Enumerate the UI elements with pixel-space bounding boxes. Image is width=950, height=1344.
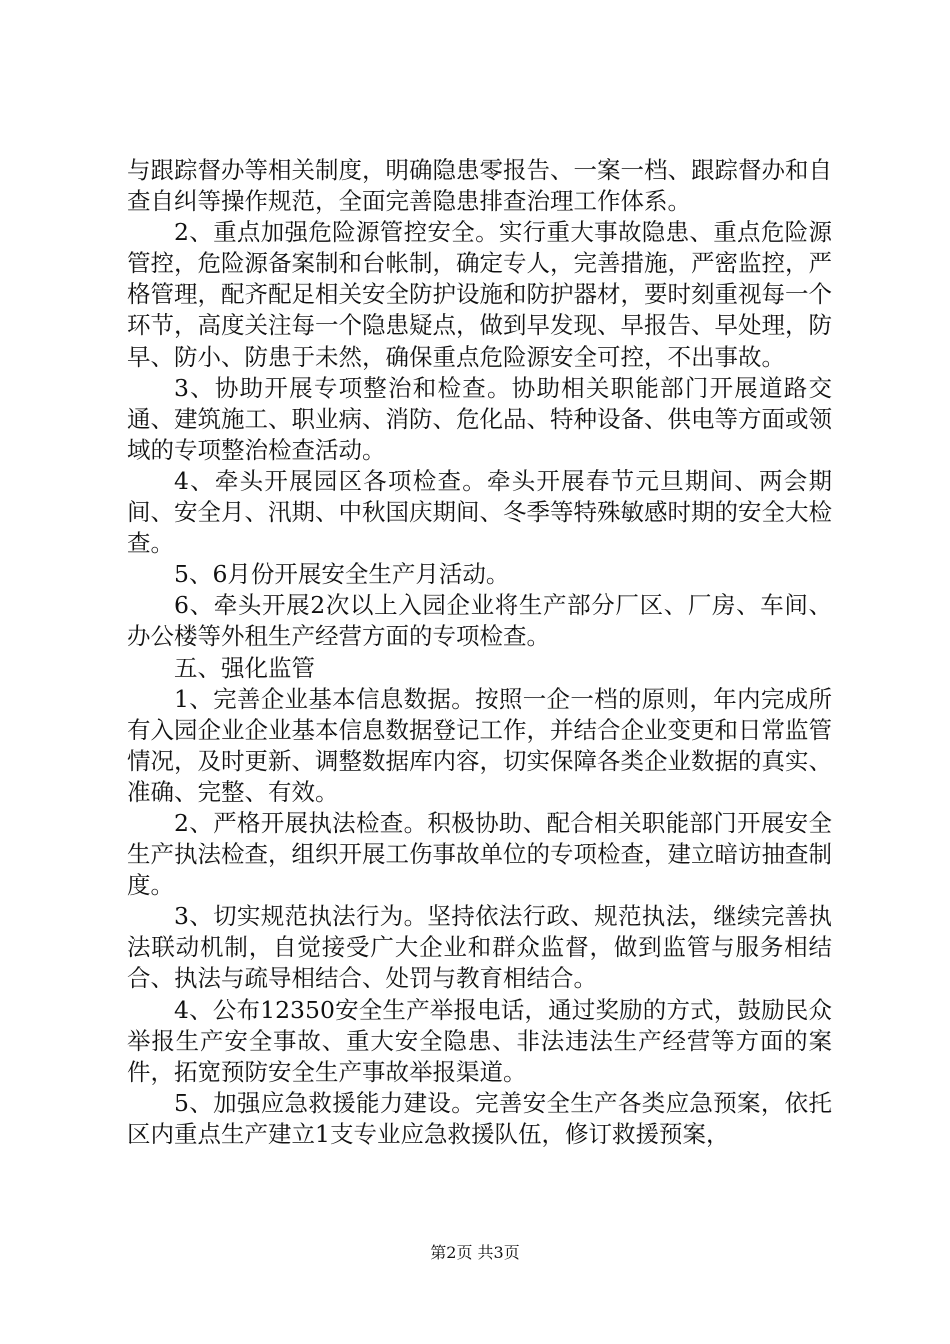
paragraph: 5、6月份开展安全生产月活动。 [174,560,510,589]
paragraph: 1、完善企业基本信息数据。按照一企一档的原则，年内完成所有入园企业企业基本信息数据登记工作，并结合企业变更和日常监管情况，及时更新、调整数据库内容，切实保障各类企业数据的真实、准确、完整、有效。 [127,684,832,806]
paragraph: 5、加强应急救援能力建设。完善安全生产各类应急预案，依托区内重点生产建立1支专业应急救援队伍，修订救援预案， [127,1088,832,1148]
paragraph: 4、牵头开展园区各项检查。牵头开展春节元旦期间、两会期间、安全月、汛期、中秋国庆期间、冬季等特殊敏感时期的安全大检查。 [127,466,832,558]
page-footer: 第2页 共3页 [430,1243,520,1262]
paragraph: 6、牵头开展2次以上入园企业将生产部分厂区、厂房、车间、办公楼等外租生产经营方面的专项检查。 [127,591,832,651]
paragraph: 3、切实规范执法行为。坚持依法行政、规范执法，继续完善执法联动机制，自觉接受广大企业和群众监督，做到监管与服务相结合、执法与疏导相结合、处罚与教育相结合。 [127,902,832,993]
paragraph: 2、严格开展执法检查。积极协助、配合相关职能部门开展安全生产执法检查，组织开展工伤事故单位的专项检查，建立暗访抽查制度。 [127,808,832,900]
paragraph: 五、强化监管 [174,653,315,682]
paragraph: 2、重点加强危险源管控安全。实行重大事故隐患、重点危险源管控，危险源备案制和台帐制，确定专人，完善措施，严密监控，严格管理，配齐配足相关安全防护设施和防护器材，要时刻重视每一个环节，高度关注每一个隐患疑点，做到早发现、早报告、早处理，防早、防小、防患于未然，确保重点危险源安全可控，不出事故。 [127,218,832,371]
paragraph: 3、协助开展专项整治和检查。协助相关职能部门开展道路交通、建筑施工、职业病、消防、危化品、特种设备、供电等方面或领域的专项整治检查活动。 [127,373,832,464]
body-text [127,155,832,1150]
paragraph: 4、公布12350安全生产举报电话，通过奖励的方式，鼓励民众举报生产安全事故、重大安全隐患、非法违法生产经营等方面的案件，拓宽预防安全生产事故举报渠道。 [127,995,832,1086]
paragraph: 与跟踪督办等相关制度，明确隐患零报告、一案一档、跟踪督办和自查自纠等操作规范，全面完善隐患排查治理工作体系。 [127,156,832,216]
